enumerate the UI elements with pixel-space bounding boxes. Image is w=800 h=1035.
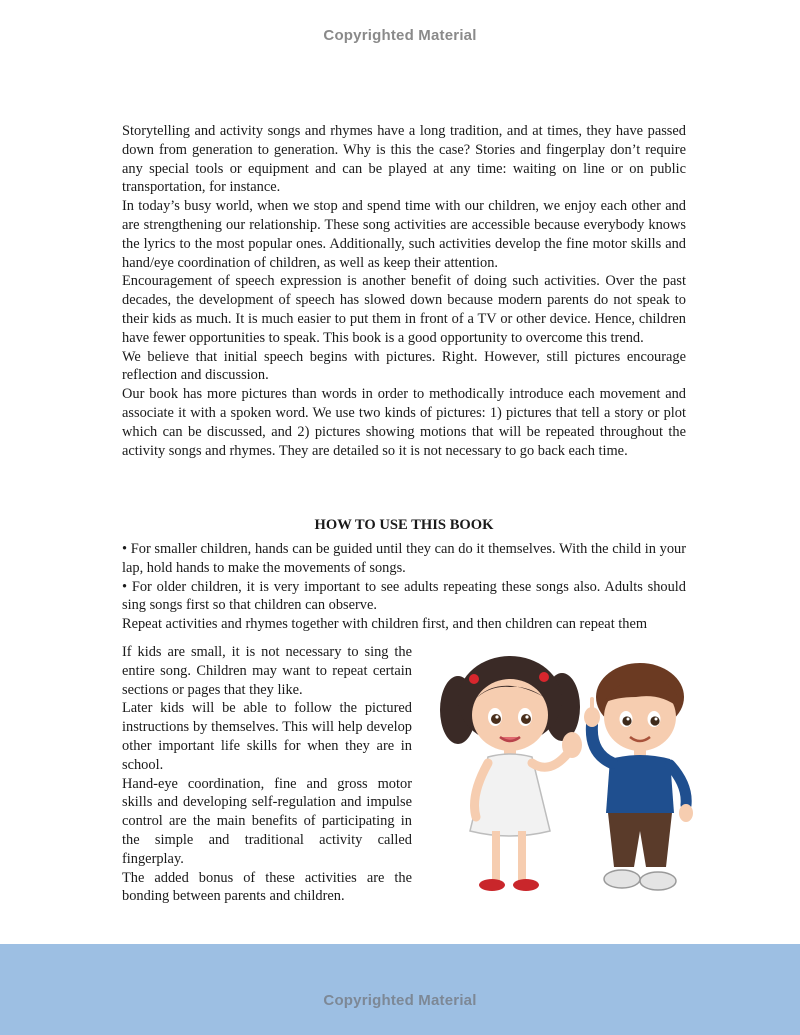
children-illustration — [440, 655, 700, 905]
how-to-smaller-children: • For smaller children, hands can be guided until they can do it themselves. With the child in your lap, hold hands to make the movements of songs. — [122, 541, 686, 576]
intro-paragraph-tradition: Storytelling and activity songs and rhymes have a long tradition, and at times, they have passed down from generation to generation. Why is this the case? Stories and fingerplay don’t require any special tools or equipment and can be played at any time: waiting on line or on public transportation, for instance. — [122, 123, 686, 196]
side-paragraph-bonding: The added bonus of these activities are the bonding between parents and children. — [122, 869, 412, 905]
girl-figure — [440, 656, 582, 891]
side-paragraph-benefits: Hand-eye coordination, fine and gross motor skills and developing self-regulation and impulse control are the main benefits of participating in the simple and traditional activity called fingerplay. — [122, 775, 412, 867]
how-to-older-children: • For older children, it is very important to see adults repeating these songs also. Adults should sing songs first so that children can observe. — [122, 578, 686, 614]
side-paragraph-later-kids: Later kids will be able to follow the pictured instructions by themselves. This will help develop other important life skills for when they are in school. — [122, 700, 412, 773]
side-text-column — [122, 643, 412, 906]
section-heading: HOW TO USE THIS BOOK — [314, 517, 494, 533]
watermark-bottom: Copyrighted Material — [323, 992, 477, 1009]
intro-paragraph-busy-world: In today’s busy world, when we stop and spend time with our children, we enjoy each other and are strengthening our relationship. These song activities are accessible because everybody knows the lyrics to the most popular ones. Additionally, such activities develop the fine motor skills and hand/eye coordination of children, as well as keep their attention. — [122, 198, 686, 271]
how-to-repeat: Repeat activities and rhymes together with children first, and then children can repeat them — [122, 616, 648, 633]
intro-paragraph-pictures: We believe that initial speech begins with pictures. Right. However, still pictures encourage reflection and discussion. — [122, 348, 686, 384]
intro-section — [122, 122, 686, 460]
footer-band — [0, 944, 800, 1035]
intro-paragraph-speech: Encouragement of speech expression is another benefit of doing such activities. Over the past decades, the development of speech has slowed down because modern parents do not speak to their kids as much. It is much easier to put them in front of a TV or other device. Hence, children have fewer opportunities to speak. This book is a good opportunity to overcome this trend. — [122, 273, 686, 346]
watermark-top: Copyrighted Material — [323, 27, 477, 44]
side-paragraph-small-kids: If kids are small, it is not necessary to sing the entire song. Children may want to repeat certain sections or pages that they like. — [122, 644, 412, 698]
boy-figure — [584, 663, 693, 890]
how-to-section — [122, 540, 686, 634]
intro-paragraph-book-method: Our book has more pictures than words in order to methodically introduce each movement and associate it with a spoken word. We use two kinds of pictures: 1) pictures that tell a story or plot which can be discussed, and 2) pictures showing motions that will be repeated throughout the activity songs and rhymes. They are detailed so it is not necessary to go back each time. — [122, 386, 686, 459]
